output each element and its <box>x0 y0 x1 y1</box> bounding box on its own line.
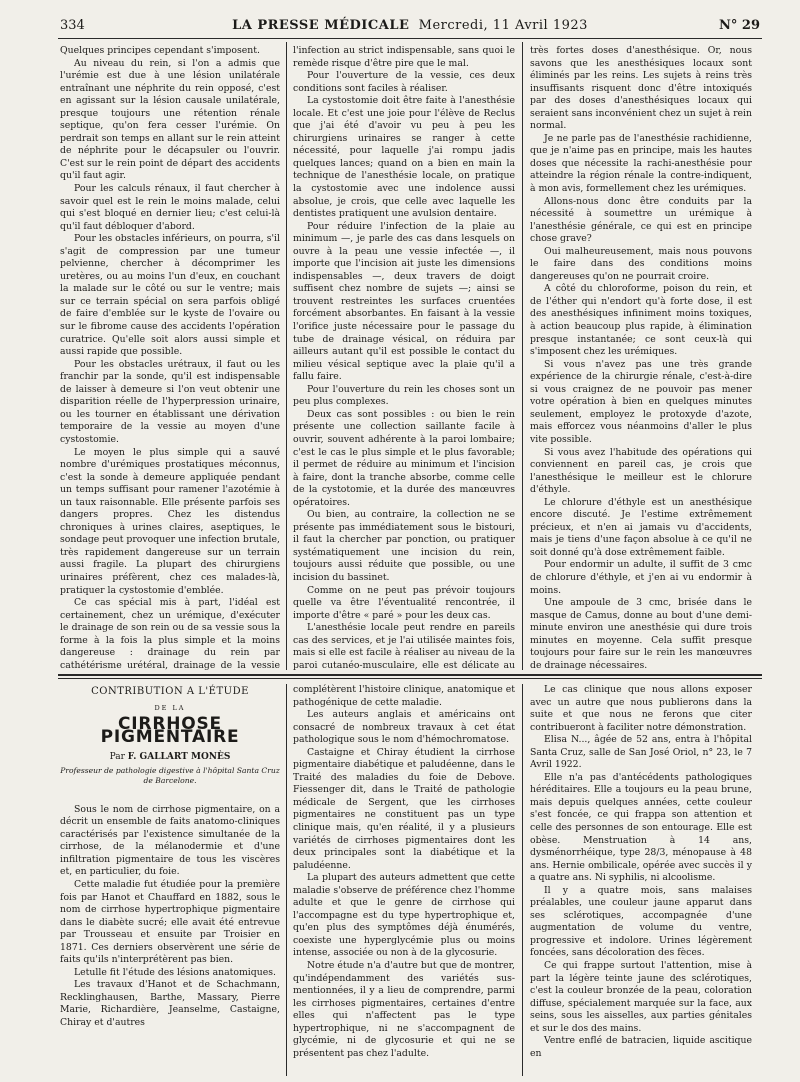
paragraph: Notre étude n'a d'autre but que de montrer, qu'indépendamment des variétés sus-mentionnées, il y a lieu de comprendre, parmi les cirrhoses pigmentaires, certaines d'entre elles qui n'affectent pas le type hypertrophique, ni ne s'accompagnent de glycémie, ni de glycosurie et qui ne se présentent pas chez l'adulte. <box>293 960 515 1059</box>
top-column-1 <box>60 45 280 671</box>
article-small-caps: DE LA <box>154 703 186 712</box>
paragraph: Une ampoule de 3 cmc, brisée dans le masque de Camus, donne au bout d'une demi-minute environ une anesthésie qui dure trois minutes en moyenne. Cela suffit presque toujours pour faire sur le rein les manœuvres de drainage nécessaires. <box>530 597 752 671</box>
article-author <box>60 751 280 764</box>
paragraph: La plupart des auteurs admettent que cette maladie s'observe de préférence chez l'homme adulte et que le genre de cirrhose qui l'accompagne est du type hypertrophique et, qu'en plus des symptômes déjà énumérés, coexiste une hyperglycémie plus ou moins intense, associée ou non à de la glycosurie. <box>293 872 515 959</box>
paragraph: Ce cas spécial mis à part, l'idéal est certainement, chez un urémique, d'exécuter le drainage de son rein ou de sa vessie sous la forme à la fois la plus simple et la moins dangereuse : drainage du rein par cathétérisme urétéral, drainage de la vessie <box>60 597 280 671</box>
article-title: CIRRHOSE PIGMENTAIRE <box>100 714 240 747</box>
author-prefix: Par <box>109 752 125 763</box>
paragraph: Cette maladie fut étudiée pour la première fois par Hanot et Chauffard en 1882, sous le nom de cirrhose hypertrophique pigmentaire dans le diabète sucré; elle avait été entrevue par Trousseau et ensuite par Troisier en 1871. Ces derniers observèrent une série de faits qu'ils n'interprétèrent pas bien. <box>60 879 280 966</box>
paragraph: Les auteurs anglais et américains ont consacré de nombreux travaux à cet état pathologique sous le nom d'hémochromatose. <box>293 709 515 746</box>
paragraph: Au niveau du rein, si l'on a admis que l'urémie est due à une lésion unilatérale entraînant une néphrite du rein opposé, c'est en agissant sur la lésion causale unilatérale, presque toujours une rétention rénale septique, qu'on fera cesser l'urémie. On perdrait son temps en allant sur le rein atteint de néphrite pour le décapsuler ou l'ouvrir. C'est sur le rein point de départ des accidents qu'il faut agir. <box>60 57 280 182</box>
paragraph: Les travaux d'Hanot et de Schachmann, Recklinghausen, Barthe, Massary, Pierre Marie, Richardière, Jeanselme, Castaigne, Chiray et d'autres <box>60 979 280 1029</box>
paragraph: Le chlorure d'éthyle est un anesthésique encore discuté. Je l'estime extrêmement précieux, et n'en ai jamais vu d'accidents, mais je tiens d'une façon absolue à ce qu'il ne soit donné qu'à dose extrêmement faible. <box>530 496 752 558</box>
paragraph: Oui malheureusement, mais nous pouvons le faire dans des conditions moins dangereuses qu'on ne pourrait croire. <box>530 245 752 282</box>
header-rule <box>58 38 762 39</box>
issue-number: N° 29 <box>719 18 760 33</box>
paragraph: Quelques principes cependant s'imposent. <box>60 45 260 56</box>
paragraph: Elle n'a pas d'antécédents pathologiques héréditaires. Elle a toujours eu la peau brune, mais depuis quelques années, cette couleur s'est foncée, ce qui frappa son attention et celle des personnes de son entourage. Elle est obèse. Menstruation à 14 ans, dysménorrhéique, type 28/3, ménopause à 48 ans. Hernie ombilicale, opérée avec succès il y a quatre ans. Ni syphilis, ni alcoolisme. <box>530 771 752 884</box>
page-header <box>60 18 760 40</box>
paragraph: Pour les obstacles urétraux, il faut ou les franchir par la sonde, qu'il est indispensable de laisser à demeure si l'on veut obtenir une disparition réelle de l'hyperpression urinaire, ou les tourner en établissant une dérivation temporaire de la vessie au moyen d'une cystostomie. <box>60 358 280 445</box>
article-column-2 <box>293 684 515 1076</box>
paragraph: Castaigne et Chiray étudient la cirrhose pigmentaire diabétique et paludéenne, dans le Traité des maladies du foie de Debove. Fiessenger dit, dans le Traité de pathologie médicale de Sergent, que les cirrhoses pigmentaires ne constituent pas un type clinique mais, qu'en réalité, il y a plusieurs variétés de cirrhoses pigmentaires dont les deux principales sont la diabétique et la paludéenne. <box>293 746 515 871</box>
article-column-3 <box>530 684 752 1076</box>
page-number: 334 <box>60 18 85 33</box>
paragraph: Pour réduire l'infection de la plaie au minimum —, je parle des cas dans lesquels on ouvre à la peau une vessie infectée —, il importe que l'incision ait juste les dimensions indispensables —, deux travers de doigt suffisent chez nombre de sujets —; ainsi se trouvent restreintes les surfaces cruentées forcément absorbantes. En faisant à la vessie l'orifice juste nécessaire pour le passage du tube de drainage vésical, on réduira par ailleurs autant qu'il est possible le contact du milieu vésical septique avec la plaie qu'il a fallu faire. <box>293 220 515 383</box>
article-kicker: CONTRIBUTION A L'ÉTUDE <box>91 686 249 697</box>
running-title <box>60 18 760 33</box>
paragraph: A côté du chloroforme, poison du rein, et de l'éther qui n'endort qu'à forte dose, il est des anesthésiques infiniment moins toxiques, à action beaucoup plus rapide, à élimination presque instantanée; ce sont ceux-là qui s'imposent chez les urémiques. <box>530 283 752 358</box>
section-rule <box>58 674 762 676</box>
issue-date: Mercredi, 11 Avril 1923 <box>418 18 588 33</box>
paragraph: Elisa N..., âgée de 52 ans, entra à l'hôpital Santa Cruz, salle de San José Oriol, n° 23, le 7 Avril 1922. <box>530 734 752 771</box>
top-column-3 <box>530 45 752 671</box>
column-divider <box>286 684 287 1076</box>
top-column-2 <box>293 45 515 671</box>
paragraph: Sous le nom de cirrhose pigmentaire, on a décrit un ensemble de faits anatomo-cliniques caractérisés par l'existence simultanée de la cirrhose, de la mélanodermie et d'une infiltration pigmentaire de tous les viscères et, en particulier, du foie. <box>60 803 280 878</box>
paragraph: Pour les calculs rénaux, il faut chercher à savoir quel est le rein le moins malade, celui qui s'est bloqué en dernier lieu; c'est celui-là qu'il faut débloquer d'abord. <box>60 183 280 232</box>
paragraph: L'anesthésie locale peut rendre en pareils cas des services, et je l'ai utilisée maintes fois, mais si elle est facile à réaliser au niveau de la paroi cutanéo-musculaire, elle est délicate au <box>293 622 515 671</box>
paragraph: Ce qui frappe surtout l'attention, mise à part la légère teinte jaune des sclérotiques, c'est la couleur bronzée de la peau, coloration diffuse, spécialement marquée sur la face, aux seins, sous les aisselles, aux parties génitales et sur le dos des mains. <box>530 960 752 1034</box>
paragraph: l'infection au strict indispensable, sans quoi le remède risque d'être pire que le mal. <box>293 45 515 69</box>
paragraph: Ou bien, au contraire, la collection ne se présente pas immédiatement sous le bistouri, il faut la chercher par ponction, ou pratiquer systématiquement une incision du rein, toujours aussi réduite que possible, ou une incision du bassinet. <box>293 509 515 583</box>
paragraph: Si vous avez l'habitude des opérations qui conviennent en pareil cas, je crois que l'anesthésique le meilleur est le chlorure d'éthyle. <box>530 446 752 496</box>
paragraph: Pour l'ouverture de la vessie, ces deux conditions sont faciles à réaliser. <box>293 70 515 94</box>
paragraph: Il y a quatre mois, sans malaises préalables, une couleur jaune apparut dans ses sclérotiques, accompagnée d'une augmentation de volume du ventre, progressive et indolore. Urines légèrement foncées, sans décoloration des fèces. <box>530 884 752 959</box>
paragraph: Pour les obstacles inférieurs, on pourra, s'il s'agit de compression par une tumeur pelvienne, chercher à décomprimer les uretères, ou au moins l'un d'eux, en couchant la malade sur le côté ou sur le ventre; mais sur ce terrain spécial on sera parfois obligé de faire d'emblée sur le kyste de l'ovaire ou sur le fibrome cause des accidents l'opération curatrice. Qu'elle soit alors aussi simple et aussi rapide que possible. <box>60 233 280 358</box>
author-affiliation: Professeur de pathologie digestive à l'hôpital Santa Cruz de Barcelone. <box>60 765 280 785</box>
column-divider <box>522 684 523 1076</box>
paragraph: Deux cas sont possibles : ou bien le rein présente une collection saillante facile à ouvrir, souvent adhérente à la paroi lombaire; c'est le cas le plus simple et le plus favorable; il permet de réduire au minimum et l'incision à faire, dont la tranche absorbe, comme celle de la cystotomie, et la durée des manœuvres opératoires. <box>293 408 515 508</box>
paragraph: Pour l'ouverture du rein les choses sont un peu plus complexes. <box>293 383 515 408</box>
paragraph: complétèrent l'histoire clinique, anatomique et pathogénique de cette maladie. <box>293 684 515 708</box>
journal-name: LA PRESSE MÉDICALE <box>232 18 410 33</box>
paragraph: Je ne parle pas de l'anesthésie rachidienne, que je n'aime pas en principe, mais les hautes doses que nécessite la rachi-anesthésie pour atteindre la région rénale la contre-indiquent, à mon avis, formellement chez les urémiques. <box>530 132 752 195</box>
paragraph: Comme on ne peut pas prévoir toujours quelle va être l'éventualité rencontrée, il importe d'être « paré » pour les deux cas. <box>293 584 515 621</box>
paragraph: Le cas clinique que nous allons exposer avec un autre que nous publierons dans la suite et que nous ne ferons que citer contribueront à faciliter notre démonstration. <box>530 684 752 733</box>
paragraph: La cystostomie doit être faite à l'anesthésie locale. Et c'est une joie pour l'élève de Reclus que j'ai été d'avoir vu peu à peu les chirurgiens urinaires se ranger à cette nécessité, pour laquelle j'ai rompu jadis quelques lances; quand on a bien en main la technique de l'anesthésie locale, on pratique la cystostomie avec une indolence aussi absolue, je crois, que celle avec laquelle les dentistes pratiquent une avulsion dentaire. <box>293 95 515 220</box>
column-divider <box>522 42 523 670</box>
paragraph: Ventre enflé de batracien, liquide ascitique en <box>530 1035 752 1059</box>
author-name: F. GALLART MONÈS <box>127 752 231 763</box>
paragraph: Si vous n'avez pas une très grande expérience de la chirurgie rénale, c'est-à-dire si vous craignez de ne pouvoir pas mener votre opération à bien en quelques minutes seulement, employez le protoxyde d'azote, mais efforcez vous néanmoins d'aller le plus vite possible. <box>530 358 752 445</box>
paragraph: Allons-nous donc être conduits par la nécessité à soumettre un urémique à l'anesthésie générale, ce qui est en principe chose grave? <box>530 195 752 245</box>
paragraph: Le moyen le plus simple qui a sauvé nombre d'urémiques prostatiques méconnus, c'est la sonde à demeure appliquée pendant un temps suffisant pour ramener l'azotémie à un taux raisonnable. Elle présente parfois ses dangers propres. Chez les distendus chroniques à urines claires, aseptiques, le sondage peut provoquer une infection brutale, très rapidement dangereuse sur un terrain aussi fragile. La plupart des chirurgiens urinaires préfèrent, chez ces malades-là, pratiquer la cystostomie d'emblée. <box>60 446 280 596</box>
column-divider <box>286 42 287 670</box>
paragraph: très fortes doses d'anesthésique. Or, nous savons que les anesthésiques locaux sont éliminés par les reins. Les sujets à reins très insuffisants risquent donc d'être intoxiqués par des doses d'anesthésiques locaux qui seraient sans inconvénient chez un sujet à rein normal. <box>530 45 752 132</box>
section-rule <box>58 678 762 679</box>
paragraph: Letulle fit l'étude des lésions anatomiques. <box>74 966 276 978</box>
paragraph: Pour endormir un adulte, il suffit de 3 cmc de chlorure d'éthyle, et j'en ai vu endormir à moins. <box>530 559 752 596</box>
article-column-1 <box>60 684 280 1076</box>
